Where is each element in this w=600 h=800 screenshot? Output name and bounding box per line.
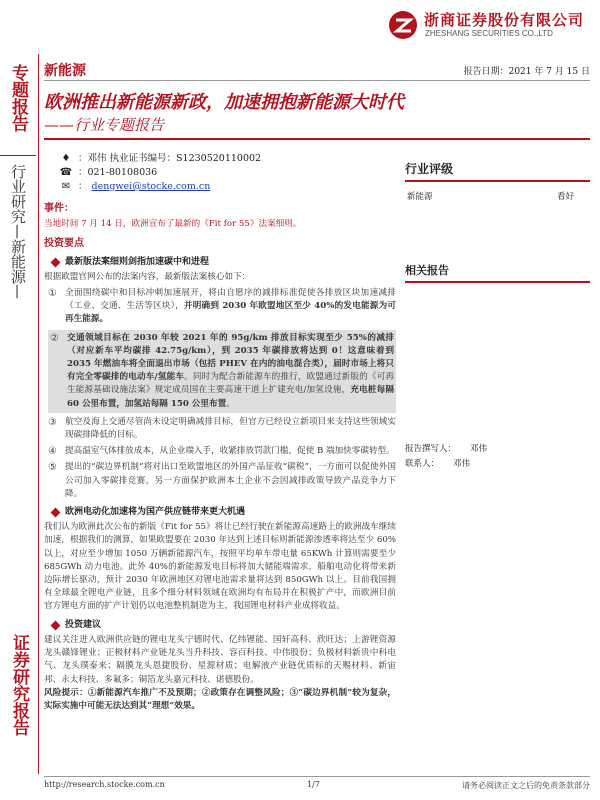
sidebar-category bbox=[0, 155, 36, 355]
item-text: 。 bbox=[226, 398, 235, 409]
sector-label: 新能源 bbox=[44, 63, 86, 79]
phone-icon: ☎ bbox=[59, 167, 73, 178]
sidebar-top-label: 专题报告 bbox=[8, 64, 28, 132]
email-icon: ✉ bbox=[61, 181, 71, 192]
contact-row bbox=[405, 457, 487, 472]
analyst-name: ：邓伟 执业证书编号：S1230520110002 bbox=[78, 153, 262, 164]
risk-text: ①新能源汽车推广不及预期；②政策存在调整风险；③“碳边界机制”较为复杂，实际实施中可能无法达到其“理想”效果。 bbox=[44, 687, 396, 711]
company-name-en: ZHESHANG SECURITIES CO.,LTD bbox=[425, 29, 553, 38]
analyst-email-link[interactable]: dengwei@stocke.com.cn bbox=[91, 181, 211, 192]
header-bar bbox=[44, 57, 590, 81]
sidebar-bottom-label: 证券研究报告 bbox=[9, 634, 29, 736]
item-text: 航空及海上交通尽管尚未设定明确减排目标，但官方已经设立新项目来支持这些领域实现碳排降低的目标。 bbox=[65, 416, 396, 441]
report-author-row bbox=[405, 442, 487, 457]
subsection-1-title: 最新版法案细则剑指加速碳中和进程 bbox=[65, 256, 210, 267]
person-icon: ♦ bbox=[61, 153, 71, 164]
rating-row bbox=[405, 190, 590, 202]
contact-name: 邓伟 bbox=[453, 459, 471, 469]
list-item bbox=[48, 445, 396, 458]
rating-grade: 看好 bbox=[556, 192, 574, 202]
report-author: 邓伟 bbox=[470, 444, 488, 454]
item-text-bold: 交通领域目标在 2030 年较 2021 年的 95g/km 排放目标实现至少 55%的减排（对应新车平均碳排 42.75g/km），到 2035 年碳排放将达到 0！这意味着到 2035 年燃油车将全面退出市场（包括 PHEV 在内的油电混合类），届时市场上将只有完全零碳排的电动车/氢能车 bbox=[67, 332, 394, 383]
list-item bbox=[48, 461, 396, 501]
related-meta bbox=[405, 442, 487, 472]
footer-disclaimer: 请务必阅读正文之后的免责条款部分 bbox=[461, 781, 590, 790]
analyst-email-prefix: ： bbox=[78, 181, 88, 192]
rating-industry: 新能源 bbox=[407, 192, 433, 202]
risk-label: 风险提示： bbox=[44, 687, 88, 698]
analyst-phone: ：021-80108036 bbox=[78, 167, 158, 178]
list-item bbox=[48, 416, 396, 442]
list-item bbox=[48, 287, 396, 327]
item-text-bold: 充电桩每隔 60 公里布置，加氢站每隔 150 公里布置 bbox=[67, 385, 394, 409]
report-author-label: 报告撰写人： bbox=[405, 444, 457, 454]
report-date: 报告日期：2021 年 7 月 15 日 bbox=[463, 67, 590, 77]
sidebar-bottom bbox=[0, 630, 36, 770]
analyst-name-row bbox=[58, 152, 261, 166]
analyst-email-row bbox=[58, 180, 261, 194]
item-text-bold: 并明确到 2030 年欧盟地区至少 40%的发电能源为可再生能源。 bbox=[65, 301, 396, 325]
item-number: ⑤ bbox=[48, 462, 57, 474]
item-number: ② bbox=[50, 332, 59, 344]
contact-label: 联系人： bbox=[405, 459, 440, 469]
item-text: 提出的“碳边界机制”将对出口至欧盟地区的外国产品征收“碳税”，一方面可以促使外国公司加入零碳排竞赛，另一方面保护欧洲本土企业不会因减排政策导致产品竞争力下降。 bbox=[65, 462, 396, 499]
analyst-info bbox=[58, 152, 261, 194]
company-logo-icon bbox=[388, 10, 418, 40]
event-heading: 事件： bbox=[44, 203, 74, 214]
diamond-bullet-icon bbox=[51, 257, 61, 267]
analyst-phone-row bbox=[58, 166, 261, 180]
subsection-1-heading bbox=[52, 256, 396, 269]
diamond-bullet-icon bbox=[51, 508, 61, 518]
report-subtitle: ——行业专题报告 bbox=[44, 116, 165, 134]
item-number: ④ bbox=[48, 446, 57, 458]
sidebar-divider bbox=[38, 54, 39, 774]
title-divider bbox=[44, 138, 590, 140]
item-number: ③ bbox=[48, 416, 57, 428]
report-title: 欧洲推出新能源新政，加速拥抱新能源大时代 bbox=[44, 92, 404, 113]
item-number: ① bbox=[48, 288, 57, 300]
page-number: 1/7 bbox=[306, 780, 320, 789]
highlights-heading: 投资要点 bbox=[44, 238, 84, 250]
item-text: 。同时为配合新能源车的推行，欧盟通过新版的《可再生能源基础设施法案》规定成员国在主要高速干道上扩建充电/加氢设施， bbox=[67, 372, 394, 396]
item-text: 全面围绕碳中和目标冲刺加速展开，将由自愿序的减排标准促使各排放区块加速减排（工业、交通、生活等区块）， bbox=[65, 288, 396, 312]
related-reports-heading: 相关报告 bbox=[405, 262, 590, 283]
recommendation-paragraph: 建议关注进入欧洲供应链的锂电龙头宁德时代、亿纬锂能、国轩高科、欣旺达；上游锂资源龙头赣锋锂业；正极材料产业链龙头当升科技、容百科技、中伟股份；负极材料新贵中科电气、龙头璞泰来；隔膜龙头恩捷股份、星源材质；电解液产业链优质标的天赐材料、新宙邦、永太科技、多氟多；铜箔龙头嘉元科技、诺德股份。 bbox=[44, 634, 396, 685]
item-text: 提高温室气体排放成本，从企业端入手，收紧排放罚款门槛，促使 B 端加快零碳转型。 bbox=[65, 446, 395, 457]
subsection-3-heading bbox=[52, 619, 396, 632]
intro-text: 根据欧盟官网公布的法案内容，最新版法案核心如下： bbox=[44, 271, 251, 282]
analysis-paragraph: 我们认为欧洲此次公布的新版《Fit for 55》将让已经行驶在新能源高速路上的欧洲战车继续加速，根据我们的测算，如果欧盟要在 2030 年达到上述目标则新能源渗透率将达至少 60%以上，对应至少增加 1050 万辆新能源汽车，按照平均单车带电量 65KWh 计算则需要至少 685GWh 动力电池。此外 40%的新能源发电目标将加大储能端需求，船舶电动化将带来新边际增长驱动，预计 2030 年欧洲地区对锂电池需求量将达到 850GWh 以上。目前我国拥有全球最全锂电产业链，且多个细分材料领域在欧洲均有布局并在积极扩产中，而欧洲目前官方锂电方面的扩产计划仍以电池整机制造为主，我国锂电材料产业成将收益。 bbox=[44, 522, 396, 612]
risk-warning bbox=[44, 687, 396, 713]
list-item-highlighted bbox=[48, 330, 396, 413]
company-name-cn: 浙商证券股份有限公司 bbox=[424, 11, 585, 29]
sidebar-report-type bbox=[0, 58, 36, 148]
rating-heading: 行业评级 bbox=[405, 160, 590, 182]
sidebar-mid-label: 行业研究—新能源— bbox=[9, 164, 27, 299]
subsection-2-title: 欧洲电动化加速将为国产供应链带来更大机遇 bbox=[65, 507, 246, 518]
right-sidebar bbox=[405, 152, 590, 469]
diamond-bullet-icon bbox=[51, 620, 61, 630]
page-footer bbox=[44, 776, 590, 791]
footer-url[interactable]: http://research.stocke.com.cn bbox=[44, 780, 165, 789]
company-logo bbox=[388, 6, 588, 46]
main-content bbox=[44, 200, 396, 713]
subsection-2-heading bbox=[52, 506, 396, 519]
event-text: 当地时间 7 月 14 日，欧洲宣布了最新的《Fit for 55》法案细则。 bbox=[44, 219, 302, 230]
subsection-3-title: 投资建议 bbox=[65, 619, 102, 630]
